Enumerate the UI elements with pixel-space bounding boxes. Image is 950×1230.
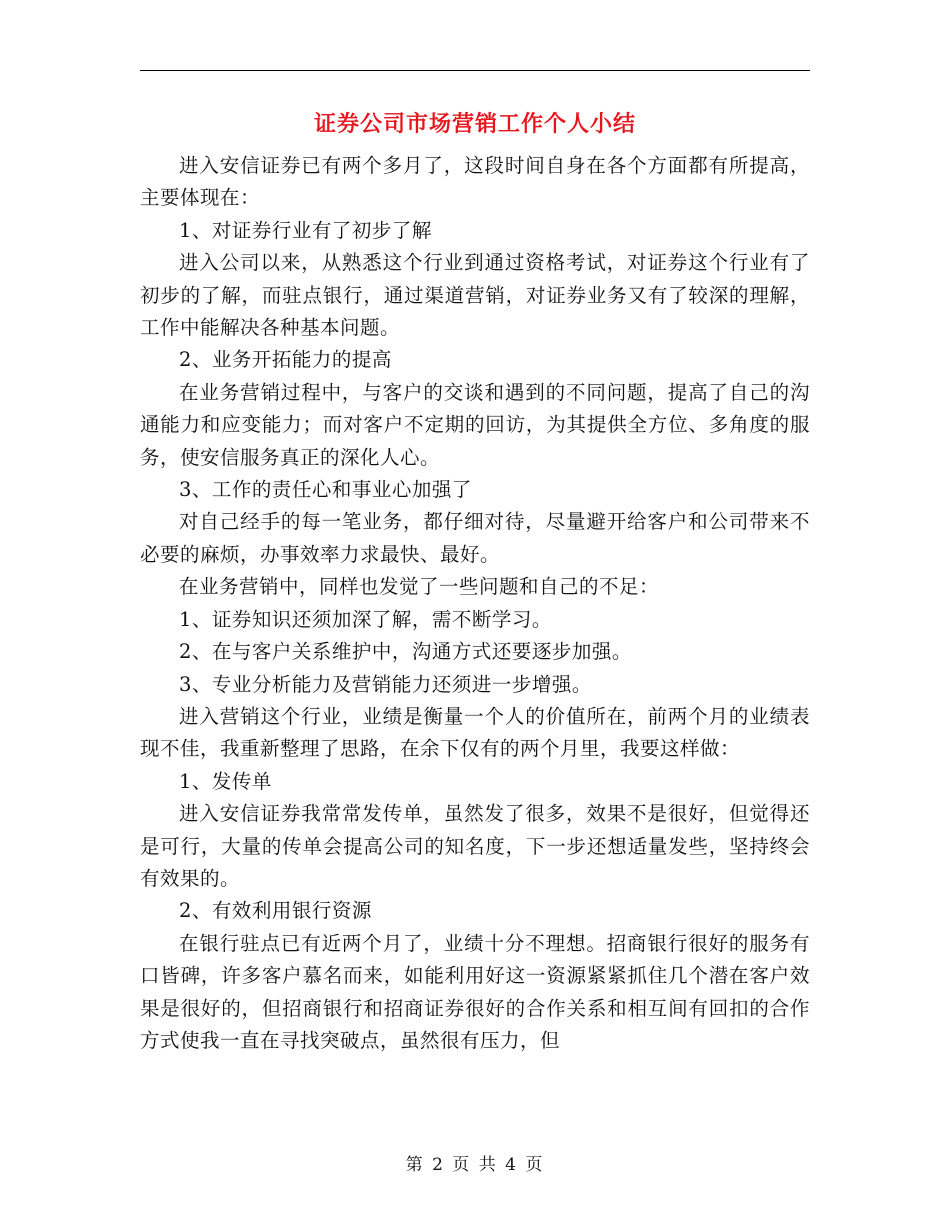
paragraph: 在银行驻点已有近两个月了，业绩十分不理想。招商银行很好的服务有口皆碑，许多客户慕名而来，如能利用好这一资源紧紧抓住几个潜在客户效果是很好的，但招商银行和招商证券很好的合作关系和相互间有回扣的合作方式使我一直在寻找突破点，虽然很有压力，但 [140,931,810,1052]
section-heading: 1、对证券行业有了初步了解 [179,218,432,242]
header-rule [140,70,810,71]
section-heading: 1、发传单 [179,769,272,793]
paragraph: 进入公司以来，从熟悉这个行业到通过资格考试，对证券这个行业有了初步的了解，而驻点银行，通过渠道营销，对证券业务又有了较深的理解，工作中能解决各种基本问题。 [140,251,810,340]
page-number-footer: 第 2 页 共 4 页 [405,1155,545,1175]
section-heading: 3、工作的责任心和事业心加强了 [179,478,472,502]
document-body [140,150,810,1057]
list-item: 3、专业分析能力及营销能力还须进一步增强。 [179,672,592,696]
paragraph: 进入营销这个行业，业绩是衡量一个人的价值所在，前两个月的业绩表现不佳，我重新整理了思路，在余下仅有的两个月里，我要这样做： [140,704,810,761]
document-title: 证券公司市场营销工作个人小结 [313,111,636,137]
paragraph: 进入安信证券已有两个多月了，这段时间自身在各个方面都有所提高，主要体现在： [140,154,810,210]
paragraph: 在业务营销过程中，与客户的交谈和遇到的不同问题，提高了自己的沟通能力和应变能力；而对客户不定期的回访，为其提供全方位、多角度的服务，使安信服务真正的深化人心。 [140,380,810,469]
section-heading: 2、业务开拓能力的提高 [179,348,392,372]
paragraph: 在业务营销中，同样也发觉了一些问题和自己的不足： [179,575,660,599]
section-heading: 2、有效利用银行资源 [179,899,372,923]
list-item: 2、在与客户关系维护中，沟通方式还要逐步加强。 [179,640,632,664]
list-item: 1、证券知识还须加深了解，需不断学习。 [179,607,552,631]
paragraph: 进入安信证券我常常发传单，虽然发了很多，效果不是很好，但觉得还是可行，大量的传单会提高公司的知名度，下一步还想适量发些，坚持终会有效果的。 [140,802,810,890]
paragraph: 对自己经手的每一笔业务，都仔细对待，尽量避开给客户和公司带来不必要的麻烦，办事效率力求最快、最好。 [140,510,810,566]
